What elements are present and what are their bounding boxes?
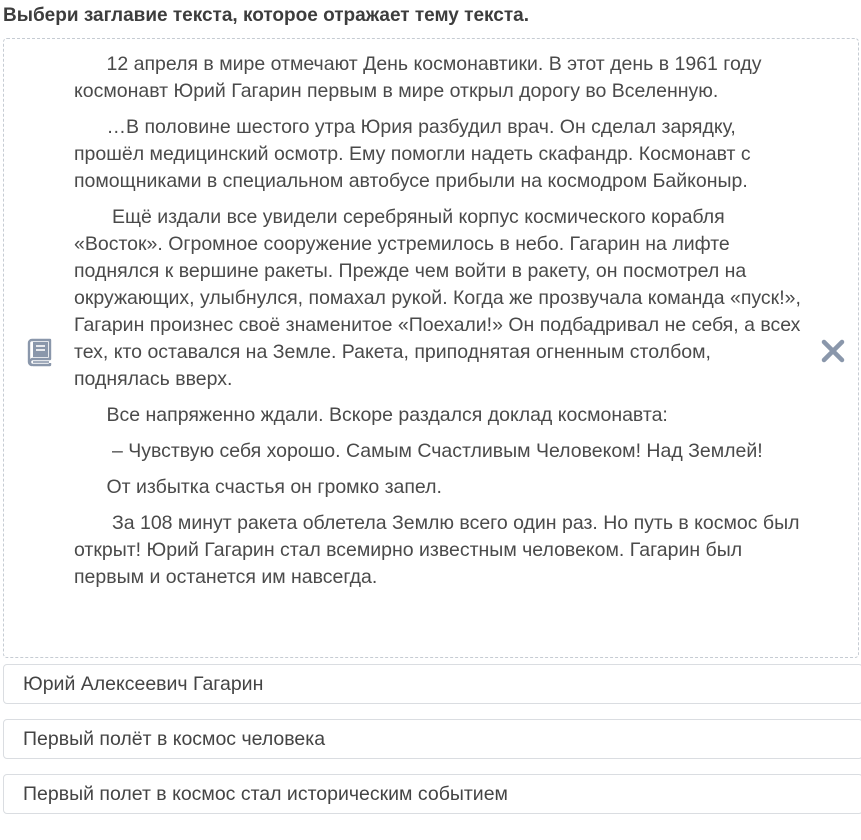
close-icon[interactable] bbox=[819, 337, 847, 365]
answer-label: Первый полет в космос стал историческим событием bbox=[23, 783, 508, 805]
passage-text bbox=[74, 51, 810, 600]
passage-panel bbox=[3, 38, 859, 658]
book-icon bbox=[24, 337, 54, 367]
passage-paragraph: – Чувствую себя хорошо. Самым Счастливым Человеком! Над Землей! bbox=[74, 440, 763, 462]
answer-label: Юрий Алексеевич Гагарин bbox=[23, 673, 264, 695]
passage-paragraph: От избытка счастья он громко запел. bbox=[74, 476, 442, 498]
answer-option-2[interactable] bbox=[3, 719, 861, 759]
passage-paragraph: Ещё издали все увидели серебряный корпус космического корабля «Восток». Огромное сооружение устремилось в небо. Гагарин на лифте поднялся к вершине ракеты. Прежде чем войти в ракету, он посмотрел на окружающих, улыбнулся, помахал рукой. Когда же прозвучала команда «пуск!», Гагарин произнес своё знаменитое «Поехали!» Он подбадривал не себя, а всех тех, кто оставался на Земле. Ракета, приподнятая огненным столбом, поднялась вверх. bbox=[74, 206, 807, 390]
answer-label: Первый полёт в космос человека bbox=[23, 728, 326, 750]
passage-paragraph: За 108 минут ракета облетела Землю всего один раз. Но путь в космос был открыт! Юрий Гагарин стал всемирно известным человеком. Гагарин был первым и останется им навсегда. bbox=[74, 512, 805, 588]
passage-paragraph: …В половине шестого утра Юрия разбудил врач. Он сделал зарядку, прошёл медицинский осмотр. Ему помогли надеть скафандр. Космонавт с помощниками в специальном автобусе прибыли на космодром Байконыр. bbox=[74, 116, 757, 192]
answer-option-3[interactable] bbox=[3, 774, 861, 814]
passage-paragraph: 12 апреля в мире отмечают День космонавтики. В этот день в 1961 году космонавт Юрий Гагарин первым в мире открыл дорогу во Вселенную. bbox=[74, 53, 767, 102]
answer-option-1[interactable] bbox=[3, 664, 861, 704]
passage-paragraph: Все напряженно ждали. Вскоре раздался доклад космонавта: bbox=[74, 404, 668, 426]
question-text: Выбери заглавие текста, которое отражает тему текста. bbox=[3, 5, 529, 26]
